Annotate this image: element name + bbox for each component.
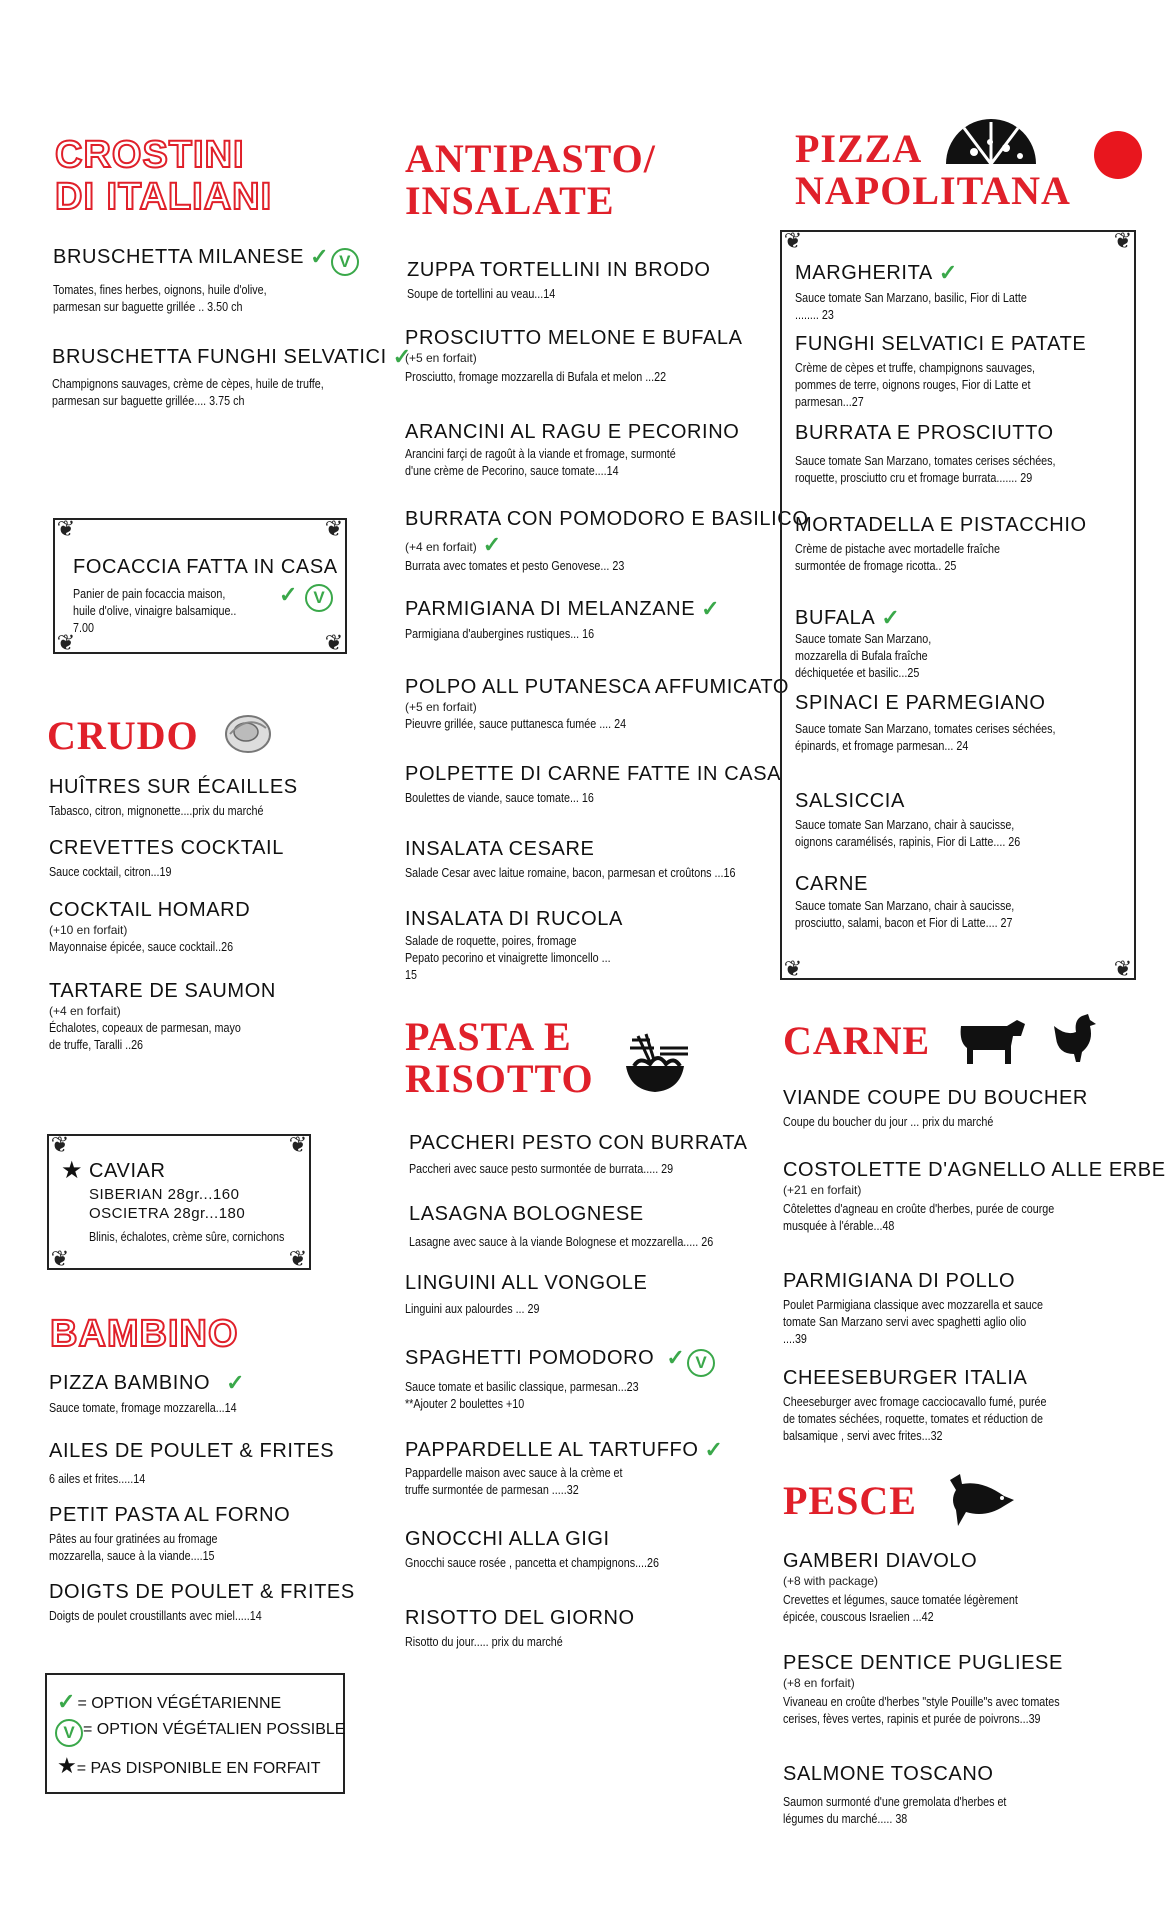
ornament-icon: ❦ bbox=[288, 1132, 308, 1157]
item-name: COSTOLETTE D'AGNELLO ALLE ERBE bbox=[783, 1159, 1166, 1181]
legend-text: = PAS DISPONIBLE EN FORFAIT bbox=[76, 1760, 321, 1777]
item-desc: Prosciutto, fromage mozzarella di Bufala et melon ...22 bbox=[405, 370, 667, 384]
item-name: LASAGNA BOLOGNESE bbox=[409, 1203, 644, 1225]
vegetarian-icon: ✓ bbox=[392, 344, 412, 369]
item-desc: Pieuvre grillée, sauce puttanesca fumée .... 24 bbox=[405, 717, 627, 731]
legend-row bbox=[57, 1753, 321, 1779]
chicken-icon bbox=[1052, 1012, 1098, 1068]
ornament-icon: ❦ bbox=[783, 228, 803, 253]
menu-item bbox=[405, 763, 785, 807]
vegan-icon: V bbox=[331, 248, 359, 276]
pesce-section bbox=[783, 1480, 917, 1522]
item-name: PARMIGIANA DI POLLO bbox=[783, 1270, 1016, 1292]
item-desc: Saumon surmonté d'une gremolata d'herbes et légumes du marché..... 38 bbox=[783, 1795, 1007, 1826]
ornament-icon: ❦ bbox=[56, 630, 76, 655]
note-text: (+4 en forfait) bbox=[405, 540, 477, 554]
menu-item bbox=[405, 676, 790, 733]
vegetarian-icon: ✓ bbox=[704, 1437, 724, 1462]
item-name: POLPETTE DI CARNE FATTE IN CASA bbox=[405, 763, 782, 785]
item-name: PACCHERI PESTO CON BURRATA bbox=[409, 1132, 748, 1154]
item-name: PETIT PASTA AL FORNO bbox=[49, 1504, 291, 1526]
item-name: PIZZA BAMBINO bbox=[49, 1372, 211, 1394]
vegetarian-icon: ✓ bbox=[666, 1345, 686, 1370]
vegetarian-icon: ✓ bbox=[482, 532, 502, 557]
menu-item bbox=[49, 776, 349, 820]
item-name: ZUPPA TORTELLINI IN BRODO bbox=[407, 259, 711, 281]
item-note: (+5 en forfait) bbox=[405, 700, 477, 714]
caviar-line: OSCIETRA 28gr...180 bbox=[89, 1205, 246, 1222]
item-desc: Salade Cesar avec laitue romaine, bacon, parmesan et croûtons ...16 bbox=[405, 866, 736, 880]
menu-item bbox=[405, 1345, 765, 1413]
item-desc: Cheeseburger avec fromage cacciocavallo fumé, purée de tomates séchées, roquette, tomates et réduction de balsamique , servi avec frites...32 bbox=[783, 1395, 1047, 1443]
vegan-icon: V bbox=[687, 1349, 715, 1377]
star-icon: ★ bbox=[61, 1157, 83, 1184]
item-name: CHEESEBURGER ITALIA bbox=[783, 1367, 1028, 1389]
item-desc: Sauce tomate San Marzano, chair à saucisse, prosciutto, salami, bacon et Fior di Latte.... 27 bbox=[795, 899, 1015, 930]
item-desc: Salade de roquette, poires, fromage Pepato pecorino et vinaigrette limoncello ... 15 bbox=[405, 934, 611, 982]
menu-item bbox=[405, 838, 785, 882]
item-desc: Sauce tomate San Marzano, tomates cerises séchées, roquette, prosciutto cru et fromage burrata....... 29 bbox=[795, 454, 1056, 485]
item-name: PAPPARDELLE AL TARTUFFO bbox=[405, 1439, 699, 1461]
item-desc: Gnocchi sauce rosée , pancetta et champignons....26 bbox=[405, 1556, 659, 1570]
item-note bbox=[405, 532, 785, 558]
legend-row bbox=[57, 1689, 281, 1715]
pizza-title-1: PIZZA bbox=[795, 126, 923, 171]
caviar-line: SIBERIAN 28gr...160 bbox=[89, 1186, 240, 1203]
crostini-title-1: CROSTINI bbox=[55, 134, 245, 176]
item-name: CARNE bbox=[795, 873, 869, 895]
menu-item bbox=[783, 1270, 1133, 1348]
item-desc: Tabasco, citron, mignonette....prix du marché bbox=[49, 804, 264, 818]
menu-item bbox=[783, 1550, 1133, 1626]
menu-item bbox=[405, 1437, 724, 1499]
item-name: FUNGHI SELVATICI E PATATE bbox=[795, 333, 1087, 355]
item-desc: Sauce tomate, fromage mozzarella...14 bbox=[49, 1401, 237, 1415]
fish-icon bbox=[946, 1470, 1016, 1530]
menu-item bbox=[783, 1367, 1133, 1445]
menu-item bbox=[795, 333, 1125, 411]
vegetarian-icon: ✓ bbox=[226, 1370, 246, 1395]
item-desc: Poulet Parmigiana classique avec mozzarella et sauce tomate San Marzano servi avec spaghetti aglio olio ....39 bbox=[783, 1298, 1043, 1346]
item-name: SPAGHETTI POMODORO bbox=[405, 1347, 655, 1369]
item-name: HUÎTRES SUR ÉCAILLES bbox=[49, 776, 298, 798]
item-desc: Parmigiana d'aubergines rustiques... 16 bbox=[405, 627, 595, 641]
vegetarian-icon: ✓ bbox=[701, 596, 721, 621]
vegan-icon: V bbox=[55, 1719, 83, 1747]
menu-item bbox=[49, 899, 349, 956]
item-desc: Champignons sauvages, crème de cèpes, huile de truffe, parmesan sur baguette grillée.... 3.75 ch bbox=[52, 377, 324, 408]
ornament-icon: ❦ bbox=[1113, 956, 1133, 981]
red-dot bbox=[1094, 131, 1142, 179]
menu-item bbox=[49, 837, 349, 881]
item-name: COCKTAIL HOMARD bbox=[49, 899, 251, 921]
item-desc: Panier de pain focaccia maison, huile d'olive, vinaigre balsamique.. 7.00 bbox=[73, 587, 237, 635]
item-desc: Linguini aux palourdes ... 29 bbox=[405, 1302, 540, 1316]
item-desc: Boulettes de viande, sauce tomate... 16 bbox=[405, 791, 594, 805]
menu-item bbox=[783, 1652, 1133, 1728]
focaccia-box bbox=[53, 518, 347, 654]
menu-item bbox=[49, 1581, 355, 1625]
item-name: ARANCINI AL RAGU E PECORINO bbox=[405, 421, 740, 443]
item-desc: Crème de cèpes et truffe, champignons sauvages, pommes de terre, oignons rouges, Fior di Latte et parmesan...27 bbox=[795, 361, 1036, 409]
item-name: SPINACI E PARMEGIANO bbox=[795, 692, 1046, 714]
menu-item bbox=[405, 508, 809, 575]
item-desc: Sauce tomate San Marzano, chair à saucisse, oignons caramélisés, rapinis, Fior di Latte.... 26 bbox=[795, 818, 1021, 849]
item-desc: Coupe du boucher du jour ... prix du marché bbox=[783, 1115, 994, 1129]
menu-item bbox=[795, 514, 1125, 575]
item-note: (+10 en forfait) bbox=[49, 923, 128, 937]
crostini-section bbox=[55, 135, 272, 219]
menu-item bbox=[405, 327, 765, 386]
pesce-title: PESCE bbox=[783, 1478, 917, 1523]
item-desc: Crevettes et légumes, sauce tomatée légèrement épicée, couscous Israelien ...42 bbox=[783, 1593, 1018, 1624]
menu-item bbox=[409, 1203, 769, 1251]
crostini-title-2: DI ITALIANI bbox=[55, 175, 273, 218]
item-name: BRUSCHETTA FUNGHI SELVATICI bbox=[52, 346, 387, 368]
item-name: PROSCIUTTO MELONE E BUFALA bbox=[405, 327, 743, 349]
item-desc: Arancini farçi de ragoût à la viande et fromage, surmonté d'une crème de Pecorino, sauce tomate....14 bbox=[405, 447, 676, 478]
item-note: (+8 en forfait) bbox=[783, 1676, 855, 1690]
pizza-title-2: NAPOLITANA bbox=[795, 168, 1071, 213]
item-desc: Vivaneau en croûte d'herbes "style Pouille"s avec tomates cerises, fèves vertes, rapinis et purée de poivrons...39 bbox=[783, 1695, 1060, 1726]
pizza-icon bbox=[944, 118, 1038, 166]
pasta-section bbox=[405, 1016, 594, 1100]
item-name: SALMONE TOSCANO bbox=[783, 1763, 994, 1785]
menu-item bbox=[783, 1159, 1166, 1235]
item-name: BURRATA CON POMODORO E BASILICO bbox=[405, 508, 809, 530]
item-desc: Risotto du jour..... prix du marché bbox=[405, 1635, 563, 1649]
item-desc: Côtelettes d'agneau en croûte d'herbes, purée de courge musquée à l'érable...48 bbox=[783, 1202, 1055, 1233]
pasta-bowl-icon bbox=[620, 1030, 690, 1098]
menu-item bbox=[783, 1087, 1133, 1131]
item-desc: Sauce tomate San Marzano, tomates cerises séchées, épinards, et fromage parmesan... 24 bbox=[795, 722, 1056, 753]
item-name: SALSICCIA bbox=[795, 790, 905, 812]
item-name: CAVIAR bbox=[89, 1160, 166, 1182]
item-desc: Mayonnaise épicée, sauce cocktail..26 bbox=[49, 940, 234, 954]
item-desc: Soupe de tortellini au veau...14 bbox=[407, 287, 556, 301]
antipasto-title-2: INSALATE bbox=[405, 178, 615, 223]
item-name: GNOCCHI ALLA GIGI bbox=[405, 1528, 610, 1550]
menu-item bbox=[795, 790, 1125, 851]
item-name: TARTARE DE SAUMON bbox=[49, 980, 276, 1002]
menu-item bbox=[795, 873, 1125, 932]
item-name: LINGUINI ALL VONGOLE bbox=[405, 1272, 648, 1294]
ornament-icon: ❦ bbox=[50, 1246, 70, 1271]
item-desc: Échalotes, copeaux de parmesan, mayo de truffe, Taralli ..26 bbox=[49, 1021, 241, 1052]
menu-item bbox=[49, 1370, 349, 1417]
item-name: DOIGTS DE POULET & FRITES bbox=[49, 1581, 355, 1603]
item-name: MARGHERITA bbox=[795, 262, 933, 284]
item-name: PARMIGIANA DI MELANZANE bbox=[405, 598, 696, 620]
ornament-icon: ❦ bbox=[50, 1132, 70, 1157]
item-desc: Pâtes au four gratinées au fromage mozzarella, sauce à la viande....15 bbox=[49, 1532, 218, 1563]
star-icon: ★ bbox=[57, 1753, 77, 1778]
pasta-title-1: PASTA E bbox=[405, 1014, 572, 1059]
legend-box bbox=[45, 1673, 345, 1794]
item-desc: Crème de pistache avec mortadelle fraîche surmontée de fromage ricotta.. 25 bbox=[795, 542, 1000, 573]
vegetarian-icon: ✓ bbox=[310, 244, 330, 269]
carne-section bbox=[783, 1020, 930, 1062]
vegetarian-icon: ✓ bbox=[938, 260, 958, 285]
crudo-section bbox=[47, 715, 199, 757]
item-name: MORTADELLA E PISTACCHIO bbox=[795, 514, 1087, 536]
item-name: PESCE DENTICE PUGLIESE bbox=[783, 1652, 1063, 1674]
item-note: (+4 en forfait) bbox=[49, 1004, 121, 1018]
menu-item bbox=[405, 908, 655, 984]
item-name: BRUSCHETTA MILANESE bbox=[53, 246, 305, 268]
item-desc: Blinis, échalotes, crème sûre, cornichons bbox=[89, 1230, 285, 1244]
bambino-title: BAMBINO bbox=[50, 1313, 239, 1355]
item-name: INSALATA CESARE bbox=[405, 838, 595, 860]
item-desc: Burrata avec tomates et pesto Genovese... 23 bbox=[405, 559, 625, 573]
pasta-title-2: RISOTTO bbox=[405, 1056, 594, 1101]
item-desc: Pappardelle maison avec sauce à la crème et truffe surmontée de parmesan .....32 bbox=[405, 1466, 623, 1497]
vegetarian-icon: ✓ bbox=[57, 1689, 76, 1714]
item-desc: Sauce tomate et basilic classique, parmesan...23 bbox=[405, 1380, 639, 1394]
menu-item bbox=[405, 596, 765, 643]
item-note: (+8 with package) bbox=[783, 1574, 879, 1588]
item-name: CREVETTES COCKTAIL bbox=[49, 837, 284, 859]
carne-title: CARNE bbox=[783, 1018, 931, 1063]
item-name: VIANDE COUPE DU BOUCHER bbox=[783, 1087, 1088, 1109]
item-desc: Doigts de poulet croustillants avec miel.....14 bbox=[49, 1609, 262, 1623]
item-note: (+5 en forfait) bbox=[405, 351, 477, 365]
menu-item bbox=[409, 1132, 769, 1178]
menu-item bbox=[405, 421, 740, 480]
item-name: AILES DE POULET & FRITES bbox=[49, 1440, 335, 1462]
item-desc: Lasagne avec sauce à la viande Bolognese et mozzarella..... 26 bbox=[409, 1235, 714, 1249]
item-note: (+21 en forfait) bbox=[783, 1183, 862, 1197]
menu-item bbox=[407, 259, 767, 303]
item-name: GAMBERI DIAVOLO bbox=[783, 1550, 978, 1572]
item-desc-extra: **Ajouter 2 boulettes +10 bbox=[405, 1397, 525, 1411]
crudo-title: CRUDO bbox=[47, 713, 199, 758]
ornament-icon: ❦ bbox=[56, 516, 76, 541]
item-desc: Tomates, fines herbes, oignons, huile d'olive, parmesan sur baguette grillée .. 3.50 ch bbox=[53, 283, 267, 314]
menu-item bbox=[795, 692, 1125, 755]
menu-item bbox=[405, 1607, 765, 1651]
caviar-box bbox=[47, 1134, 311, 1270]
vegan-icon: V bbox=[305, 584, 333, 612]
bambino-section bbox=[50, 1314, 239, 1356]
antipasto-title-1: ANTIPASTO/ bbox=[405, 136, 656, 181]
item-name: INSALATA DI RUCOLA bbox=[405, 908, 623, 930]
vegetarian-icon: ✓ bbox=[279, 582, 298, 607]
item-desc: Sauce cocktail, citron...19 bbox=[49, 865, 172, 879]
item-name: POLPO ALL PUTANESCA AFFUMICATO bbox=[405, 676, 790, 698]
legend-text: = OPTION VÉGÉTARIENNE bbox=[77, 1695, 282, 1712]
menu-item bbox=[49, 980, 299, 1054]
ornament-icon: ❦ bbox=[783, 956, 803, 981]
menu-item bbox=[405, 1528, 765, 1572]
legend-text: = OPTION VÉGÉTALIEN POSSIBLE bbox=[83, 1721, 346, 1738]
vegetarian-icon: ✓ bbox=[881, 605, 901, 630]
menu-item bbox=[49, 1504, 319, 1565]
ornament-icon: ❦ bbox=[324, 630, 344, 655]
ornament-icon: ❦ bbox=[1113, 228, 1133, 253]
item-desc: Sauce tomate San Marzano, mozzarella di Bufala fraîche déchiquetée et basilic...25 bbox=[795, 632, 932, 680]
menu-item bbox=[795, 260, 1125, 324]
item-name: RISOTTO DEL GIORNO bbox=[405, 1607, 635, 1629]
item-name: BUFALA bbox=[795, 607, 876, 629]
menu-item bbox=[53, 244, 353, 316]
ornament-icon: ❦ bbox=[324, 516, 344, 541]
menu-item bbox=[405, 1272, 765, 1318]
oyster-icon bbox=[222, 706, 274, 758]
item-name: BURRATA E PROSCIUTTO bbox=[795, 422, 1054, 444]
item-name: FOCACCIA FATTA IN CASA bbox=[73, 556, 338, 578]
menu-item bbox=[795, 422, 1125, 487]
item-desc: 6 ailes et frites.....14 bbox=[49, 1472, 146, 1486]
menu-item bbox=[783, 1763, 1133, 1828]
menu-item bbox=[49, 1440, 349, 1488]
cow-icon bbox=[955, 1012, 1027, 1066]
menu-item bbox=[52, 344, 412, 410]
menu-item bbox=[795, 605, 1125, 682]
legend-row bbox=[53, 1719, 345, 1747]
antipasto-section bbox=[405, 138, 656, 222]
item-desc: Paccheri avec sauce pesto surmontée de burrata..... 29 bbox=[409, 1162, 674, 1176]
item-desc: Sauce tomate San Marzano, basilic, Fior di Latte ........ 23 bbox=[795, 291, 1027, 322]
ornament-icon: ❦ bbox=[288, 1246, 308, 1271]
